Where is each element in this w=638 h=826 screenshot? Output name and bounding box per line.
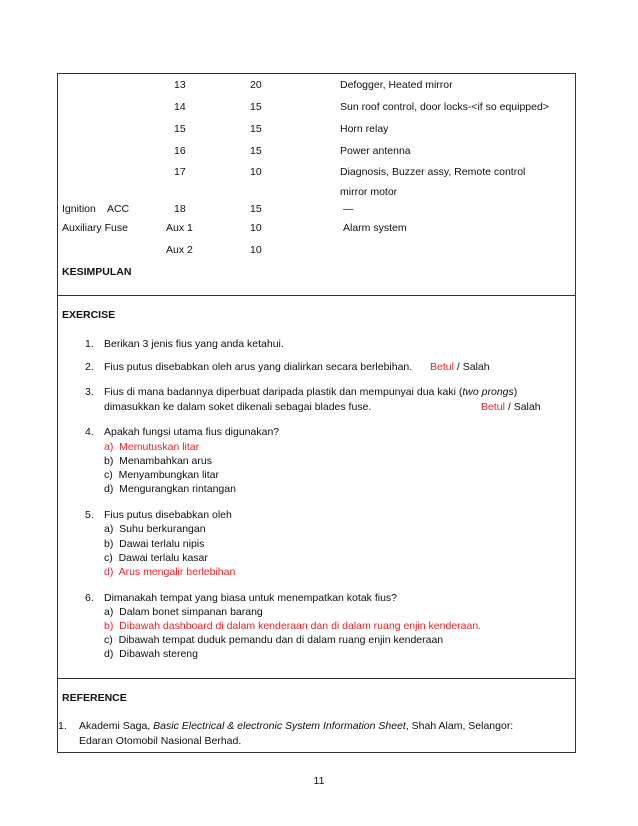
option-c: c) Menyambungkan litar xyxy=(104,469,219,481)
reference-author: Akademi Saga, xyxy=(79,720,154,732)
fuse-circuit: Sun roof control, door locks-<if so equipped> xyxy=(340,101,549,113)
fuse-circuit: Horn relay xyxy=(340,123,389,135)
fuse-number: 15 xyxy=(174,123,186,135)
fuse-amp: 10 xyxy=(250,222,262,234)
fuse-amp: 15 xyxy=(250,123,262,135)
question-5-text: Fius putus disebabkan oleh xyxy=(104,509,232,521)
fuse-circuit: mirror motor xyxy=(340,186,398,198)
option-c: c) Dawai terlalu kasar xyxy=(104,552,208,564)
question-number: 4. xyxy=(85,426,94,438)
fuse-number: Aux 2 xyxy=(166,244,193,256)
question-4-text: Apakah fungsi utama fius digunakan? xyxy=(104,426,280,438)
option-d: d) Arus mengalir berlebihan xyxy=(104,566,236,578)
fuse-number: 14 xyxy=(174,101,186,113)
answer-betul: Betul xyxy=(481,401,505,413)
reference-line-2: Edaran Otomobil Nasional Berhad. xyxy=(79,735,242,747)
question-3-close-paren: ) xyxy=(513,386,518,398)
option-a: a) Memutuskan litar xyxy=(104,441,200,453)
fuse-amp: 15 xyxy=(250,101,262,113)
divider-exercise xyxy=(57,295,576,296)
page-number: 11 xyxy=(313,775,325,787)
fuse-circuit: Power antenna xyxy=(340,145,411,157)
answer-separator: / xyxy=(504,401,514,413)
reference-title: Basic Electrical & electronic System Information Sheet xyxy=(153,720,406,732)
question-2-statement: Fius putus disebabkan oleh arus yang dialirkan secara berlebihan. xyxy=(104,361,413,373)
fuse-number: 13 xyxy=(174,79,186,91)
option-c: c) Dibawah tempat duduk pemandu dan di dalam ruang enjin kenderaan xyxy=(104,634,444,646)
fuse-number: 17 xyxy=(174,166,186,178)
reference-heading: REFERENCE xyxy=(62,692,127,704)
fuse-number: 18 xyxy=(174,203,186,215)
question-6-text: Dimanakah tempat yang biasa untuk menempatkan kotak fius? xyxy=(104,592,398,604)
option-b: b) Menambahkan arus xyxy=(104,455,212,467)
question-3-answer xyxy=(481,401,541,413)
fuse-amp: 10 xyxy=(250,244,262,256)
reference-line-1 xyxy=(79,720,573,732)
option-a: a) Suhu berkurangan xyxy=(104,523,206,535)
question-2-text xyxy=(104,361,490,373)
question-3-text: Fius di mana badannya diperbuat daripada plastik dan mempunyai dua kaki ( xyxy=(104,386,463,398)
fuse-amp: 10 xyxy=(250,166,262,178)
question-number: 5. xyxy=(85,509,94,521)
fuse-group-label: Auxiliary Fuse xyxy=(62,222,128,234)
fuse-circuit: Diagnosis, Buzzer assy, Remote control xyxy=(340,166,526,178)
reference-publisher-place: , Shah Alam, Selangor: xyxy=(405,720,514,732)
option-b: b) Dawai terlalu nipis xyxy=(104,538,205,550)
option-b: b) Dibawah dashboard di dalam kenderaan dan di dalam ruang enjin kenderaan. xyxy=(104,620,482,632)
answer-betul: Betul xyxy=(430,361,454,373)
answer-salah: Salah xyxy=(462,361,490,373)
option-a: a) Dalam bonet simpanan barang xyxy=(104,606,263,618)
fuse-circuit: Defogger, Heated mirror xyxy=(340,79,453,91)
question-1-text: Berikan 3 jenis fius yang anda ketahui. xyxy=(104,338,284,350)
fuse-amp: 20 xyxy=(250,79,262,91)
option-d: d) Dibawah stereng xyxy=(104,648,198,660)
fuse-number: Aux 1 xyxy=(166,222,193,234)
question-number: 1. xyxy=(85,338,94,350)
reference-number: 1. xyxy=(58,720,67,732)
option-d: d) Mengurangkan rintangan xyxy=(104,483,236,495)
fuse-group-label: Ignition ACC xyxy=(62,203,130,215)
fuse-circuit: — xyxy=(343,203,354,215)
question-3-line-1 xyxy=(104,386,517,398)
fuse-number: 16 xyxy=(174,145,186,157)
divider-reference xyxy=(57,678,576,679)
question-3-line-2: dimasukkan ke dalam soket dikenali sebagai blades fuse. xyxy=(104,401,372,413)
question-number: 3. xyxy=(85,386,94,398)
fuse-circuit: Alarm system xyxy=(343,222,407,234)
answer-salah: Salah xyxy=(513,401,541,413)
answer-separator: / xyxy=(453,361,463,373)
fuse-amp: 15 xyxy=(250,203,262,215)
kesimpulan-heading: KESIMPULAN xyxy=(62,266,132,278)
question-3-emphasis: two prongs xyxy=(462,386,514,398)
exercise-heading: EXERCISE xyxy=(62,309,116,321)
question-number: 6. xyxy=(85,592,94,604)
question-number: 2. xyxy=(85,361,94,373)
fuse-amp: 15 xyxy=(250,145,262,157)
